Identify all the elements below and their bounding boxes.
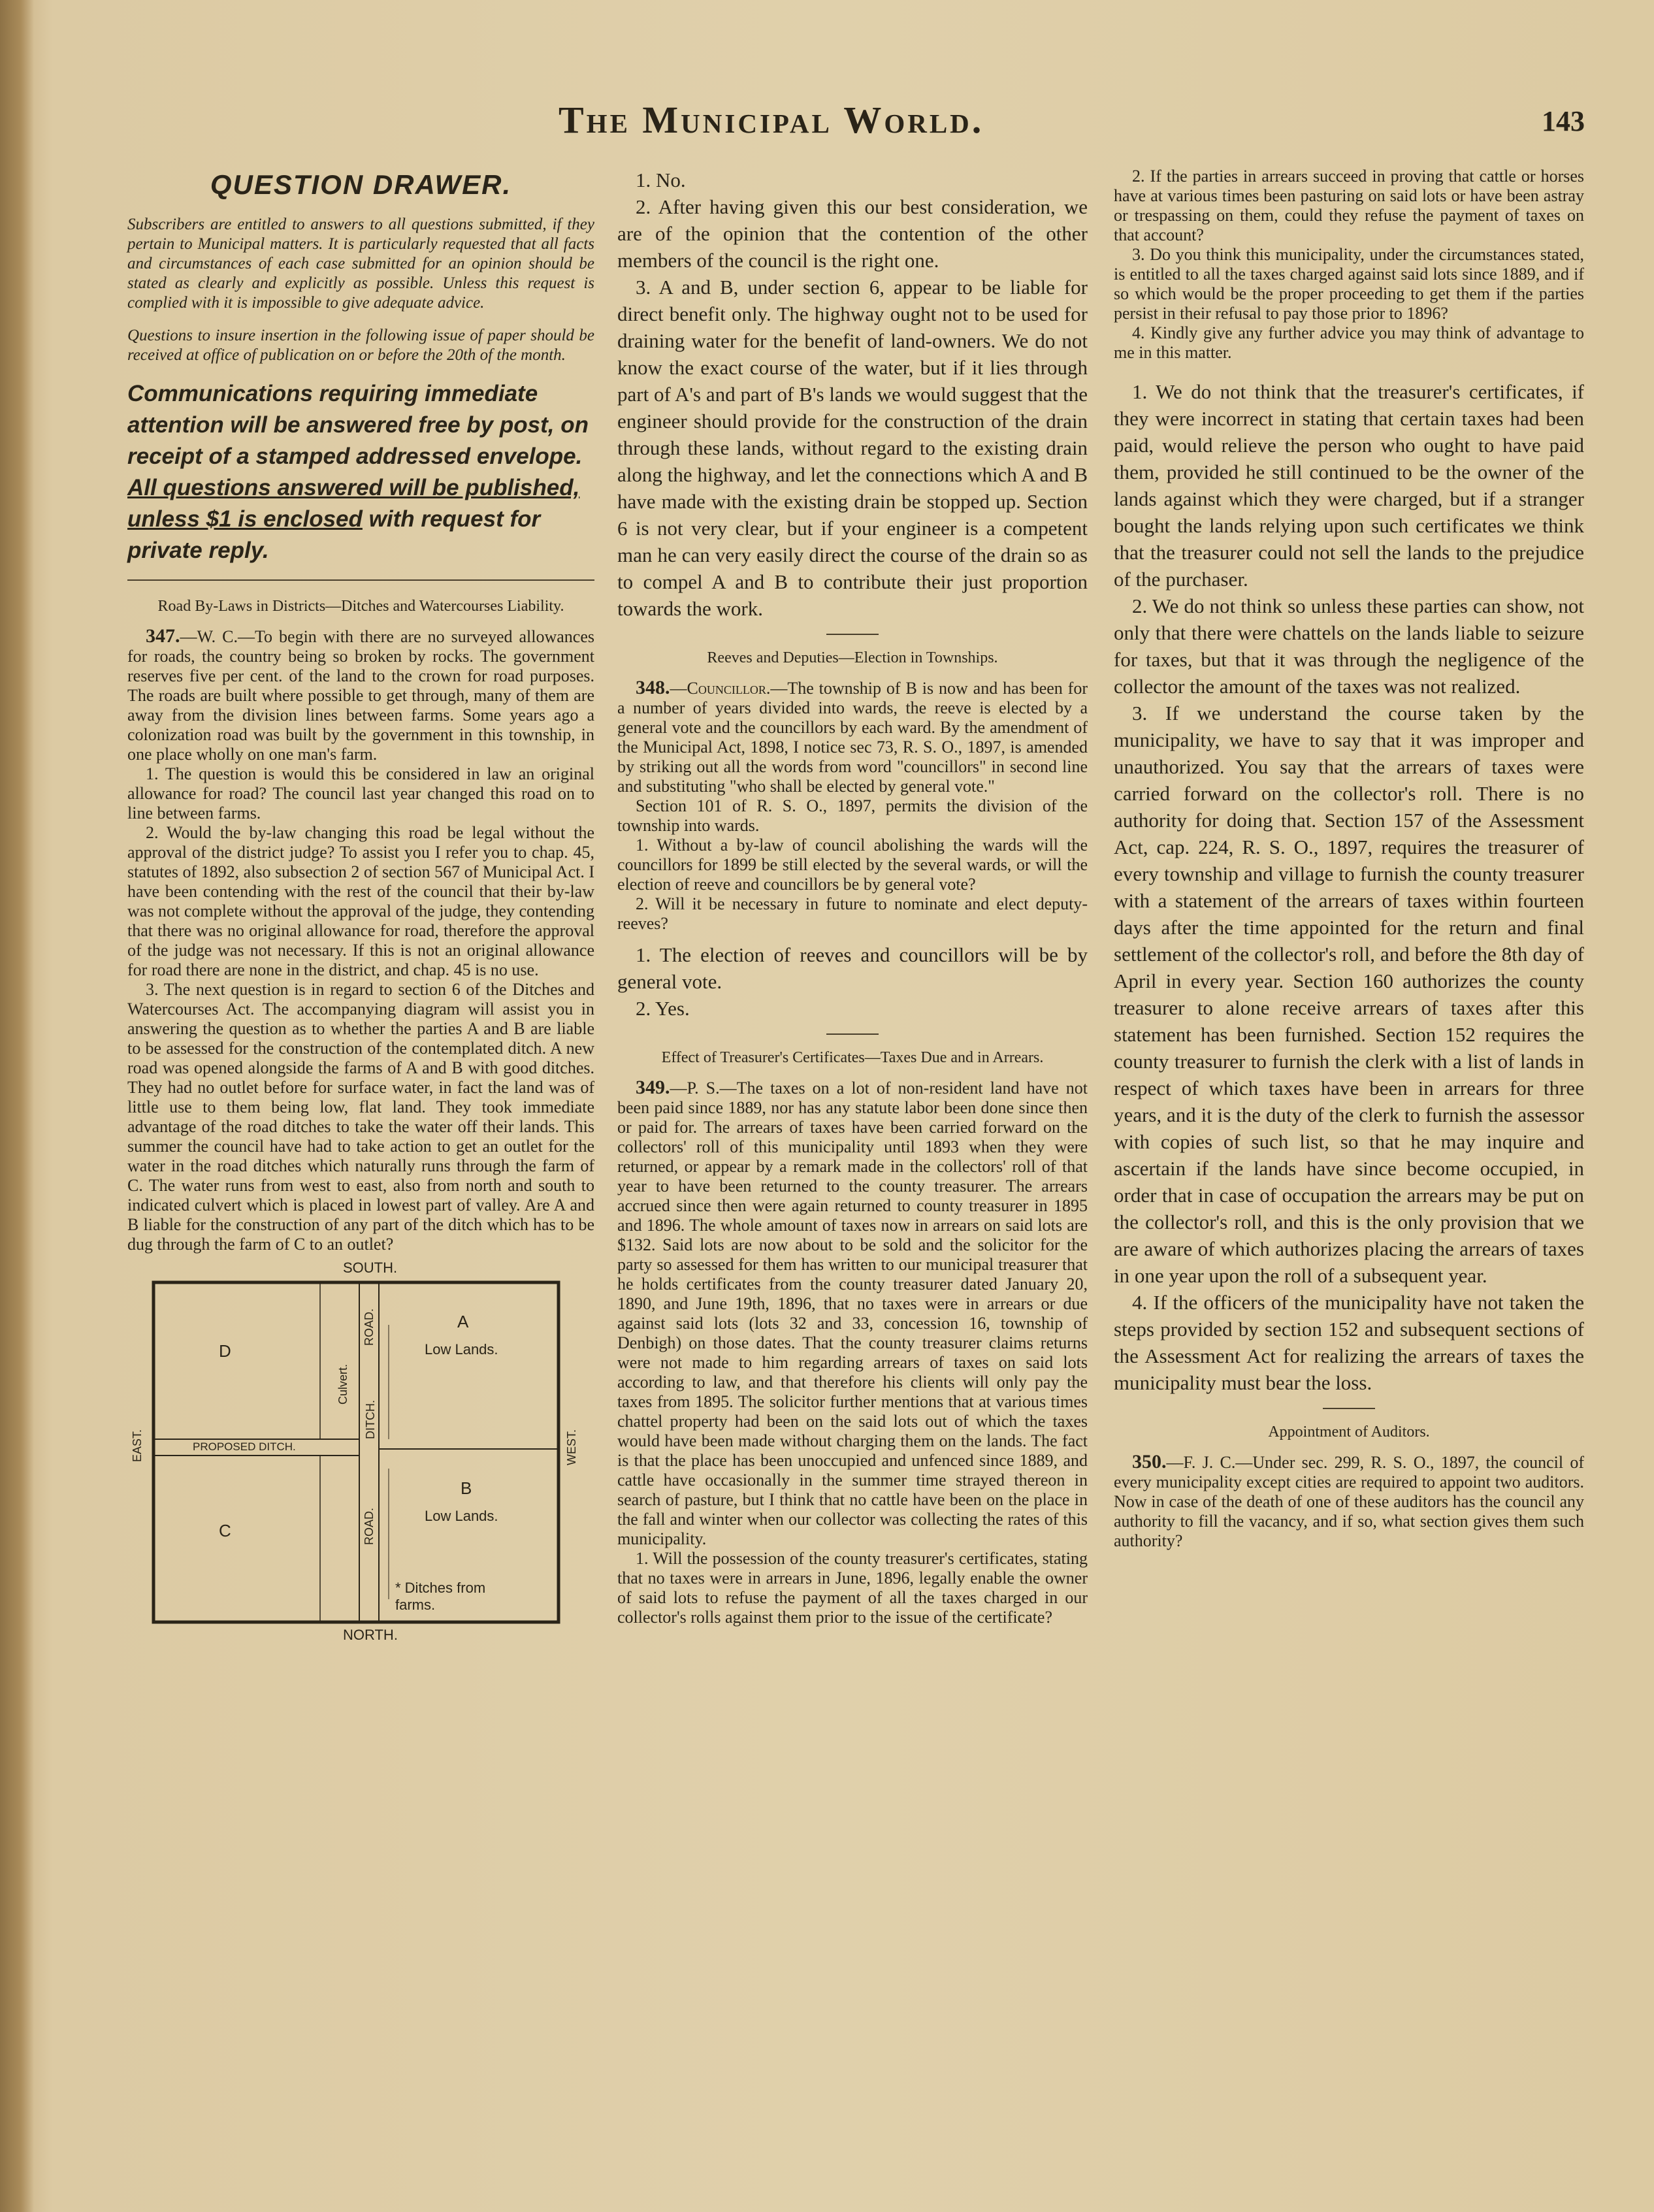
q350-heading: Appointment of Auditors.	[1268, 1423, 1430, 1440]
q349-answer-3: 3. If we understand the course taken by the municipality, we have to say that it was improper and unauthorized. You say that the arrears of taxes were carried forward on the collector's roll. There is no authority for doing that. Section 157 of the Assessment Act, cap. 224, R. S. O., 1897, requires the treasurer of every township and village to furnish the county treasurer with a statement of the arrears of taxes within fourteen days after the time appointed for the return and final settlement of the collector's roll, and before the 8th day of April in every year. Section 160 authorizes the county treasurer to alone receive arrears of taxes after this statement has been furnished. Section 152 requires the county treasurer to furnish the clerk with a list of lands in respect of which taxes have been in arrears for three years, and it is the duty of the clerk to furnish the assessor with copies of such list, so that he may inquire and ascertain if the lands have since become occupied, in order that in case of occupation the arrears may be put on the collector's roll, and this is the only provision that we are aware of which authorizes placing the arrears of taxes in one year upon the roll of a subsequent year.	[1114, 702, 1584, 1287]
q348-question	[617, 678, 1088, 934]
q347-p1: 1. The question is would this be considered in law an original allowance for road? The council last year changed this road on to line between farms.	[127, 764, 594, 822]
q348-intro: —The township of B is now and has been for a number of years divided into wards, the reeve is elected by a general vote and the councillors by each ward. By the amendment of the Municipal Act, 1898, I notice sec 73, R. S. O., 1897, is amended by striking out all the words from word "councillors" in second line and substituting "who shall be elected by general vote."	[617, 679, 1088, 796]
q347-answers	[617, 167, 1088, 622]
diagram-lot-d: D	[219, 1341, 231, 1361]
q347-p2: 2. Would the by-law changing this road be legal without the approval of the district judge? To assist you I refer you to chap. 45, statutes of 1892, also subsection 2 of section 567 of Municipal Act. I have been contending with the rest of the council that their by-law was not complete without the approval of the judge, they contending that there was no original allowance for road, therefore the approval of the judge was not necessary. If this is not an original allowance for road there are none in the district, and chap. 45 is no use.	[127, 823, 594, 979]
q347-intro: —W. C.—To begin with there are no surveyed allowances for roads, the country being so broken by rocks. The government reserves five per cent. of the land to the crown for road purposes. The roads are built where possible to get through, many of them are away from the division lines between farms. Some years ago a colonization road was built by the government in this township, in one place wholly on one man's farm.	[127, 627, 594, 764]
q350-number: 350.	[1132, 1451, 1167, 1472]
subscriber-note: Subscribers are entitled to answers to all questions submitted, if they pertain to Municipal matters. It is particularly requested that all facts and circumstances of each case submitted for an opinion should be stated as clearly and explicitly as possible. Unless this request is complied with it is impossible to give adequate advice.	[127, 216, 594, 312]
diagram-east-label: EAST.	[131, 1429, 144, 1463]
divider	[1323, 1408, 1375, 1409]
q348-q2: 2. Will it be necessary in future to nominate and elect deputy-reeves?	[617, 894, 1088, 933]
communications-notice-a: Communications requiring immediate attention will be answered free by post, on receipt of a stamped addressed envelope.	[127, 381, 589, 469]
diagram-west-label: WEST.	[565, 1429, 578, 1466]
diagram-lot-a: A	[457, 1312, 469, 1331]
question-drawer-title: QUESTION DRAWER.	[210, 169, 512, 200]
diagram-lot-c: C	[219, 1521, 231, 1540]
page-header	[0, 98, 1654, 150]
diagram-road-bottom: ROAD.	[363, 1508, 376, 1546]
page-number: 143	[1542, 105, 1585, 137]
divider	[826, 634, 879, 635]
q349-answers	[1114, 378, 1584, 1396]
communications-notice	[127, 378, 594, 566]
q350-intro: —F. J. C.—Under sec. 299, R. S. O., 1897, the council of every municipality except cities are required to appoint two auditors. Now in case of the death of one of these auditors has the council any authority to fill the vacancy, and if so, what section gives them such authority?	[1114, 1453, 1584, 1550]
masthead-title: The Municipal World.	[559, 99, 984, 141]
q347-answer-1: 1. No.	[636, 169, 686, 191]
q347-number: 347.	[146, 625, 180, 647]
diagram-ditch: DITCH.	[364, 1400, 377, 1439]
q349-answer-4: 4. If the officers of the municipality have not taken the steps provided by section 152 and subsequent sections of the Assessment Act for realizing the arrears of taxes the municipality must bear the loss.	[1114, 1291, 1584, 1394]
ditch-diagram	[127, 1260, 585, 1645]
q348-q1: 1. Without a by-law of council abolishing the wards will the councillors for 1899 be still elected by the several wards, or will the election of reeve and councillors be by general vote?	[617, 836, 1088, 894]
q347-answer-2: 2. After having given this our best consideration, we are of the opinion that the contention of the other members of the council is the right one.	[617, 195, 1088, 272]
q350-question	[1114, 1452, 1584, 1551]
q349-answer-2: 2. We do not think so unless these parties can show, not only that there were chattels on the lands liable to seizure for taxes, but that it was through the negligence of the collector the amount of the taxes was not realized.	[1114, 594, 1584, 698]
section-divider	[127, 579, 594, 581]
q348-answers	[617, 941, 1088, 1022]
communications-notice-c: with request for private reply.	[127, 506, 541, 563]
diagram-north-label: NORTH.	[343, 1627, 398, 1643]
diagram-lot-b: B	[461, 1478, 472, 1498]
q349-question	[617, 1078, 1088, 1627]
q349-q3: 3. Do you think this municipality, under the circumstances stated, is entitled to all the taxes charged against said lots since 1889, and if so which would be the proper proceeding to get them if the parties persist in their refusal to pay those prior to 1896?	[1114, 245, 1584, 323]
q349-q4: 4. Kindly give any further advice you may think of advantage to me in this matter.	[1114, 323, 1584, 362]
q349-answer-1: 1. We do not think that the treasurer's certificates, if they were incorrect in stating that certain taxes had been paid, would relieve the person who ought to have paid them, provided he still continued to be the owner of the lands against which they were charged, but if a stranger bought the lands relying upon such certificates we think that the treasurer could not sell the lands to the prejudice of the purchaser.	[1114, 380, 1584, 591]
q348-number: 348.	[636, 677, 670, 698]
deadline-note: Questions to insure insertion in the following issue of paper should be received at office of publication on or before the 20th of the month.	[127, 327, 594, 364]
q348-answer-2: 2. Yes.	[636, 997, 690, 1020]
diagram-low-lands-b: Low Lands.	[425, 1508, 498, 1524]
diagram-road-top: ROAD.	[363, 1309, 376, 1346]
q348-answer-1: 1. The election of reeves and councillors will be by general vote.	[617, 943, 1088, 993]
diagram-culvert: Culvert.	[336, 1364, 349, 1405]
q348-sender: —Councillor.	[670, 679, 771, 698]
q349-intro: —P. S.—The taxes on a lot of non-resident land have not been paid since 1889, nor has any statute labor been done since then or paid for. The arrears of taxes have been carried forward on the collectors' roll of this municipality until 1893 when they were returned, or appear by a remark made in the collectors' roll of that year to have been returned to the county treasurer. The arrears accrued since then were again returned to county treasurer in 1895 and 1896. The whole amount of taxes now in arrears on said lots are $132. Said lots are now about to be sold and the solicitor for the party so assessed for them has written to our municipal treasurer that he holds certificates from the county treasurer dated January 20, 1890, and June 19th, 1896, that no taxes were in arrears or due against said lots (lots 32 and 33, concession 16, township of Denbigh) on those dates. That the county treasurer claims returns were not made to him regarding arrears of taxes on said lots according to law, and that therefore his clients will only pay the taxes from 1895. The solicitor further mentions that at various times chattel property had been on the said lots out of which the taxes would have been made without charging them on the lands. The fact is that the place has been unoccupied and unfenced since 1889, and cattle have occasionally in the summer time strayed thereon in search of pasture, but I think that no cattle have been on the place in the fall and winter when our collector was collecting the rates of this municipality.	[617, 1079, 1088, 1548]
column-2	[617, 167, 1088, 1627]
diagram-low-lands-a: Low Lands.	[425, 1341, 498, 1358]
diagram-proposed-ditch: PROPOSED DITCH.	[193, 1440, 296, 1453]
diagram-south-label: SOUTH.	[343, 1260, 398, 1276]
divider	[826, 1033, 879, 1035]
q349-q2: 2. If the parties in arrears succeed in proving that cattle or horses have at various times been pasturing on said lots or have been astray or trespassing on them, could they refuse the payment of taxes on that account?	[1114, 167, 1584, 244]
binding-gutter	[0, 0, 34, 2212]
q347-question	[127, 626, 594, 1254]
q349-question-cont	[1114, 167, 1584, 363]
communications-notice-b: All questions answered will be published, unless $1 is enclosed	[127, 475, 580, 532]
column-1	[127, 167, 594, 1645]
q347-p3: 3. The next question is in regard to section 6 of the Ditches and Watercourses Act. The accompanying diagram will assist you in answering the question as to whether the parties A and B are liable to be assessed for the construction of the contemplated ditch. A new road was opened alongside the farms of A and B with good ditches. They had no outlet before for surface water, in fact the land was of little use to them being low, flat land. They took immediate advantage of the road ditches to take the water off their lands. This summer the council have had to take action to get an outlet for the water in the road ditches which naturally runs through the farm of C. The water runs from west to east, also from north and south to indicated culvert which is placed in lowest part of valley. Are A and B liable for the construction of any part of the ditch which has to be dug through the farm of C to an outlet?	[127, 980, 594, 1254]
q347-answer-3: 3. A and B, under section 6, appear to be liable for direct benefit only. The highway ought not to be used for draining water for the benefit of land-owners. We do not know the exact course of the water, but if it lies through part of A's and part of B's lands we would suggest that the engineer should provide for the construction of the drain through these lands, without regard to the existing drain along the highway, and let the connections which A and B have made with the existing drain be stopped up. Section 6 is not very clear, but if your engineer is a competent man he can very easily direct the course of the drain so as to compel A and B to contribute their just proportion towards the work.	[617, 276, 1088, 620]
q349-number: 349.	[636, 1077, 670, 1098]
q348-heading: Reeves and Deputies—Election in Townships.	[707, 649, 998, 666]
q349-heading: Effect of Treasurer's Certificates—Taxes Due and in Arrears.	[661, 1049, 1044, 1066]
q347-heading: Road By-Laws in Districts—Ditches and Watercourses Liability.	[157, 598, 564, 615]
column-3	[1114, 167, 1584, 1551]
q349-q1: 1. Will the possession of the county treasurer's certificates, stating that no taxes were in arrears in June, 1896, legally enable the owner of said lots to refuse the payment of all the taxes charged in our collector's rolls against them prior to the issue of the certificate?	[617, 1549, 1088, 1627]
diagram-footnote: * Ditches from farms.	[395, 1580, 486, 1613]
q348-p2: Section 101 of R. S. O., 1897, permits the division of the township into wards.	[617, 796, 1088, 835]
